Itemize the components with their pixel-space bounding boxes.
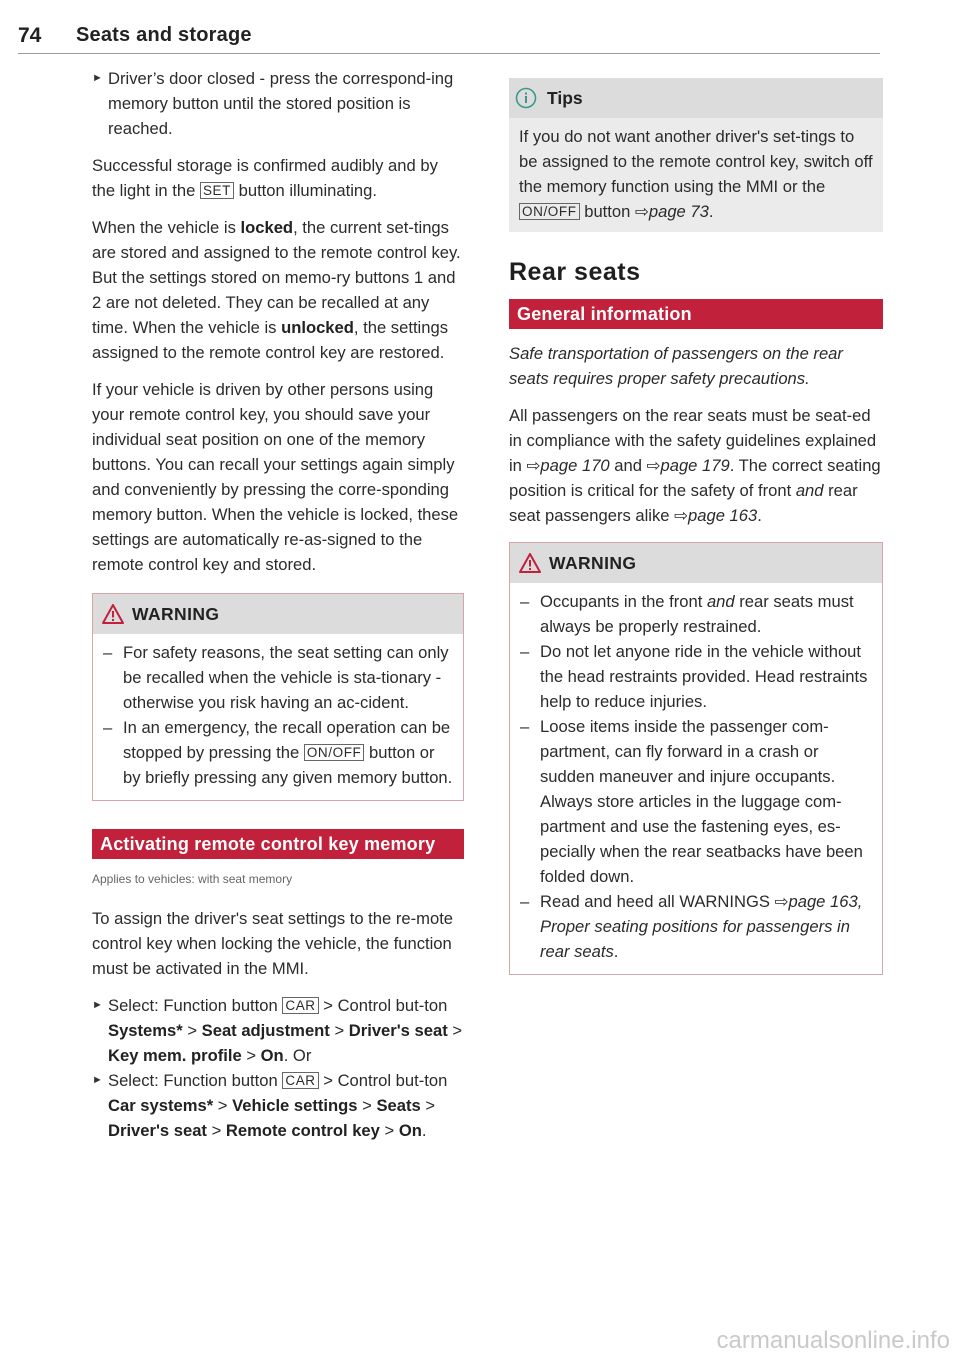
page-number: 74 [18,24,42,47]
warning-bullet: – Do not let anyone ride in the vehicle without the head restraints provided. Head restraints help to reduce injuries. [520,642,868,711]
applies-note: Applies to vehicles: with seat memory [92,872,293,886]
paragraph: If your vehicle is driven by other persons using your remote control key, you should save your individual seat position on one of the memory buttons. You can recall your settings again simply and conveniently by pressing the corre-sponding memory button. When the vehicle is locked, these settings are automatically re-as-signed to the remote control key and stored. [92,380,459,574]
section-bar: Activating remote control key memory [92,829,464,859]
tips-text: If you do not want another driver's set-tings to be assigned to the remote control key, switch off the memory function using the MMI or the ON/OFF button ⇨page 73. [519,127,873,221]
on-off-key: ON/OFF [519,203,580,220]
triangle-bullet-icon: ► [92,999,103,1011]
car-key: CAR [282,1072,318,1089]
warning-bullet: – Occupants in the front and rear seats must always be properly restrained. [520,592,854,636]
page-reference[interactable]: ⇨page 179 [646,456,730,475]
warning-header [93,594,463,634]
page-header [18,24,880,54]
tips-box [509,78,883,232]
warning-bullet: – For safety reasons, the seat setting can only be recalled when the vehicle is sta-tionary - otherwise you risk having an ac-cident. [103,643,449,712]
right-column [509,78,883,975]
section-title: Seats and storage [76,24,252,46]
set-key: SET [200,182,234,199]
step-text: Driver’s door closed - press the correspond-ing memory button until the stored position is reached. [108,69,454,138]
tips-header [509,78,883,118]
paragraph: To assign the driver's seat settings to the re-mote control key when locking the vehicle, the function must be activated in the MMI. [92,909,454,978]
warning-box [509,542,883,975]
paragraph: When the vehicle is locked, the current set-tings are stored and assigned to the remote control key. But the settings stored on memo-ry buttons 1 and 2 are not deleted. They can be recalled at any time. When the vehicle is unlocked, the settings assigned to the remote control key are restored. [92,218,461,362]
warning-body [510,583,882,974]
section-bar: General information [509,299,883,329]
paragraph: Successful storage is confirmed audibly and by the light in the SET button illuminating. [92,156,438,200]
paragraph: All passengers on the rear seats must be seat-ed in compliance with the safety guidelines explained in ⇨page 170 and ⇨page 179. The correct seating position is critical for the safety of front and rear seat passengers alike ⇨page 163. [509,406,881,525]
main-heading: Rear seats [509,258,641,286]
warning-title: WARNING [132,603,220,624]
page-reference[interactable]: ⇨page 170 [526,456,610,475]
warning-body [93,634,463,800]
tips-body [509,118,883,232]
warning-title: WARNING [549,552,637,573]
car-key: CAR [282,997,318,1014]
on-off-key: ON/OFF [304,744,365,761]
instruction-step: ► Select: Function button CAR > Control but-ton Systems* > Seat adjustment > Driver's seat > Key mem. profile > On. Or [92,993,464,1068]
warning-bullet: – Loose items inside the passenger com-partment, can fly forward in a crash or sudden maneuver and injure occupants. Always store articles in the luggage com-partment and use the fastening eyes, es-pecially when the rear seatbacks have been folded down. [520,717,863,886]
triangle-bullet-icon: ► [92,1074,103,1086]
page-reference[interactable]: ⇨page 163, Proper seating positions for passengers in rear seats [540,892,863,961]
watermark: carmanualsonline.info [716,1327,950,1354]
warning-bullet: – In an emergency, the recall operation can be stopped by pressing the ON/OFF button or by briefly pressing any given memory button. [103,718,453,787]
tips-title: Tips [547,87,583,108]
warning-triangle-icon [102,604,124,624]
instruction-step [92,66,464,141]
warning-header [510,543,882,583]
info-icon [515,87,537,109]
left-column [92,66,464,1143]
warning-box [92,593,464,801]
triangle-bullet-icon: ► [92,72,103,84]
instruction-step: ► Select: Function button CAR > Control but-ton Car systems* > Vehicle settings > Seats > Driver's seat > Remote control key > On. [92,1068,464,1143]
warning-triangle-icon [519,553,541,573]
warning-bullet: – Read and heed all WARNINGS ⇨page 163, Proper seating positions for passengers in rear seats. [520,892,863,961]
page-reference[interactable]: ⇨page 73 [634,202,709,221]
intro-text: Safe transportation of passengers on the rear seats requires proper safety precautions. [509,344,843,388]
page-reference[interactable]: ⇨page 163 [674,506,758,525]
